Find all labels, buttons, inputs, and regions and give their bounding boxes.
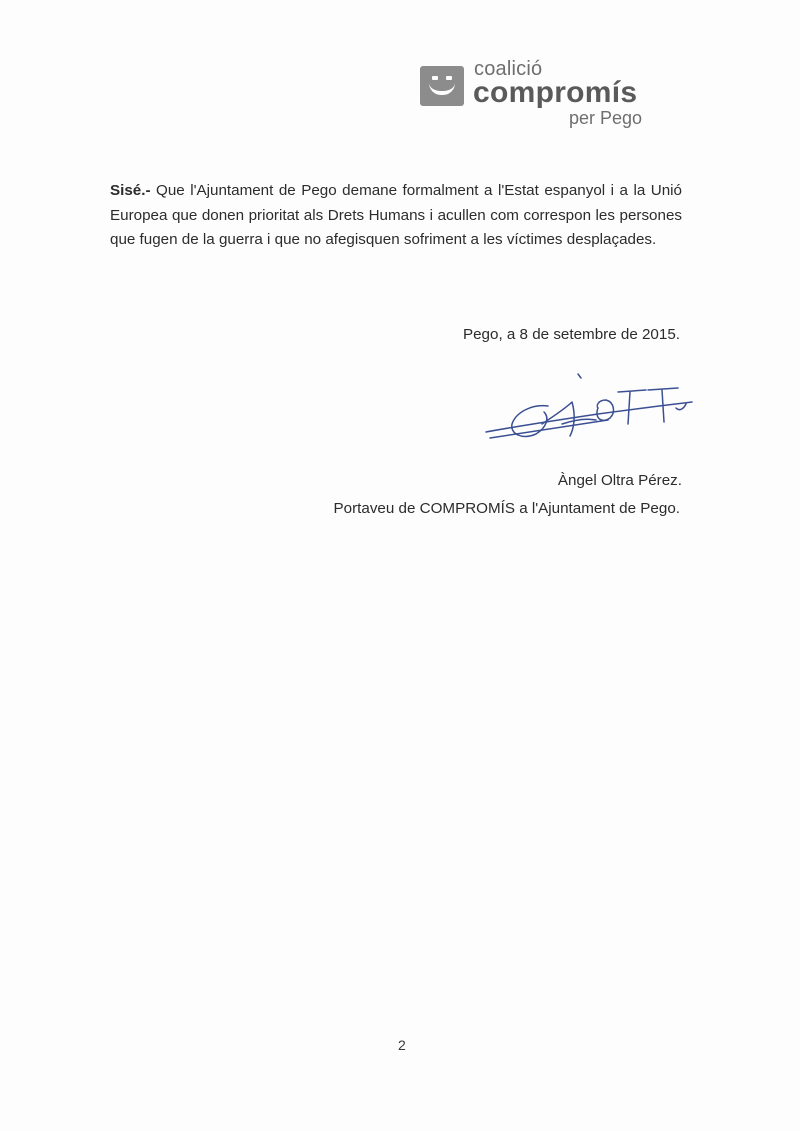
place-date: Pego, a 8 de setembre de 2015. xyxy=(462,326,680,343)
paragraph-text: Que l'Ajuntament de Pego demane formalment a l'Estat espanyol i a la Unió Europea que donen prioritat als Drets Humans i acullen com correspon les persones que fugen de la guerra i que no afegisquen sofriment a les víctimes desplaçades. xyxy=(110,182,682,248)
page-number: 2 xyxy=(398,1037,406,1053)
motion-paragraph xyxy=(110,179,682,253)
signer-name: Àngel Oltra Pérez. xyxy=(557,472,682,489)
compromis-logo xyxy=(418,58,668,130)
paragraph-lead: Sisé.- xyxy=(110,182,151,199)
handwritten-signature xyxy=(478,368,698,450)
logo-line-coalicio: coalició xyxy=(474,58,543,80)
smiley-square-icon xyxy=(420,66,464,106)
logo-line-per-pego: per Pego xyxy=(569,108,643,128)
signer-role: Portaveu de COMPROMÍS a l'Ajuntament de Pego. xyxy=(333,500,680,517)
logo-line-compromis: compromís xyxy=(473,76,638,109)
